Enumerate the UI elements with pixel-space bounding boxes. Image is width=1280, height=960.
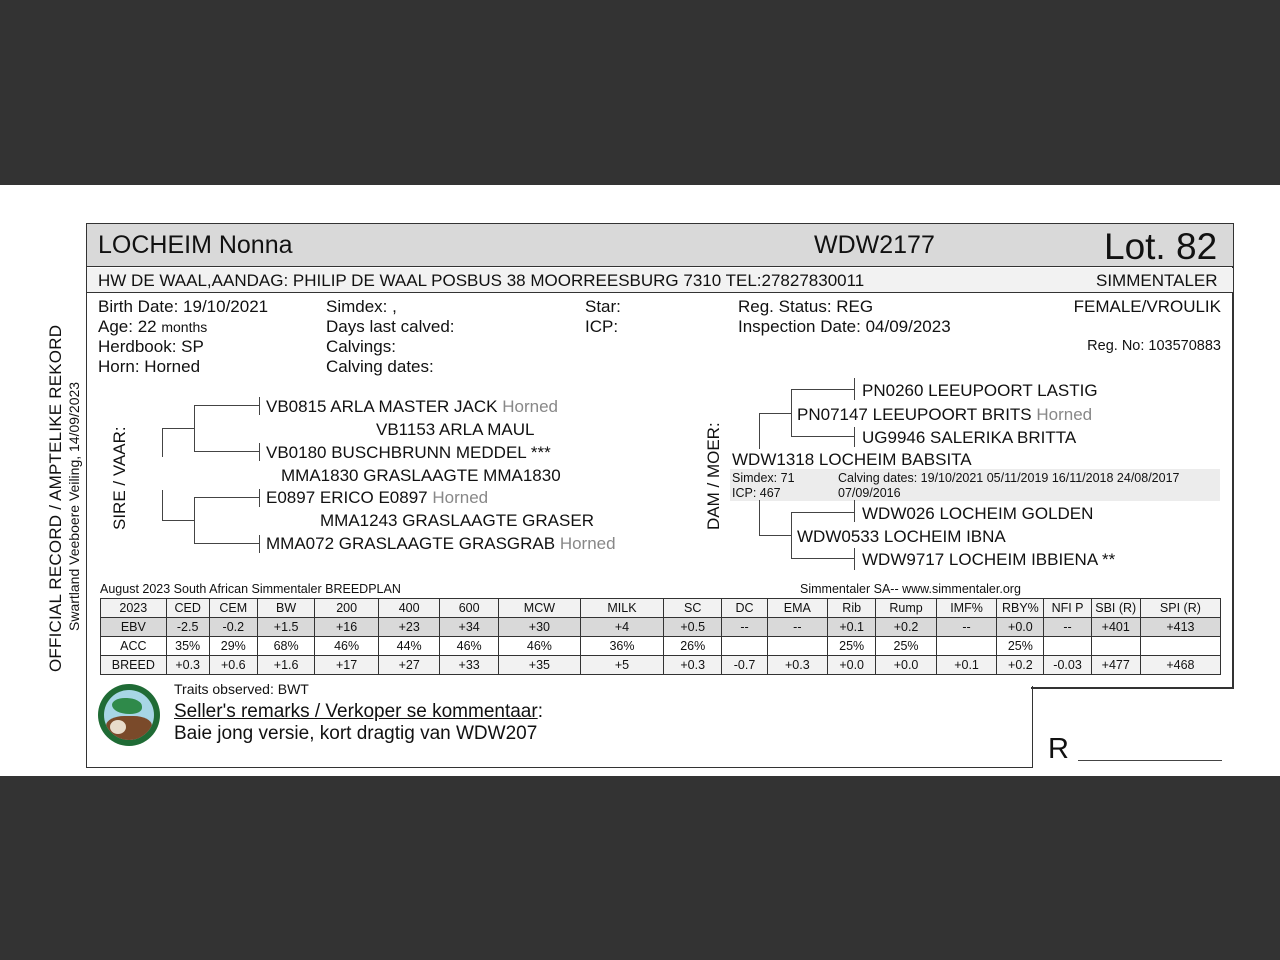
sire-tree-tick bbox=[259, 535, 260, 553]
pedigree-dam-dam-dam: WDW9717 LOCHEIM IBBIENA ** bbox=[862, 550, 1116, 569]
sire-label: SIRE / VAAR: bbox=[110, 426, 129, 530]
ebv-cell: +0.5 bbox=[664, 618, 722, 637]
reg-status: Reg. Status: REG bbox=[738, 297, 874, 316]
ebv-col-header: SPI (R) bbox=[1140, 599, 1220, 618]
pedigree-dam-sire-sire: PN0260 LEEUPOORT LASTIG bbox=[862, 381, 1098, 400]
animal-code: WDW2177 bbox=[814, 231, 935, 259]
acc-cell bbox=[722, 637, 767, 656]
breed-cell: +0.6 bbox=[209, 656, 257, 675]
breed-cell: -0.7 bbox=[722, 656, 767, 675]
ebv-header-row bbox=[101, 599, 1221, 618]
animal-name: LOCHEIM Nonna bbox=[98, 231, 293, 259]
official-record-label: OFFICIAL RECORD / AMPTELIKE REKORD bbox=[46, 324, 65, 672]
ebv-cell: +401 bbox=[1091, 618, 1140, 637]
dam-tree-line bbox=[791, 436, 855, 437]
sire-tree-line bbox=[194, 451, 260, 452]
dam-calving-dates: Calving dates: 19/10/2021 05/11/2019 16/11/2018 24/08/2017 bbox=[838, 471, 1180, 485]
dam-tree-line bbox=[791, 389, 792, 437]
ebv-cell: -- bbox=[1044, 618, 1091, 637]
horned-note: Horned bbox=[1036, 405, 1093, 424]
calvings: Calvings: bbox=[326, 337, 396, 356]
acc-cell bbox=[767, 637, 828, 656]
acc-row-label: ACC bbox=[101, 637, 167, 656]
dam-tree-tick bbox=[854, 548, 855, 570]
pedigree-sire-sire: VB1153 ARLA MAUL bbox=[376, 420, 535, 439]
pedigree-sire: MMA1830 GRASLAAGTE MMA1830 bbox=[281, 466, 561, 485]
auction-label: Swartland Veeboere Veiling, 14/09/2023 bbox=[66, 381, 82, 631]
sire-tree-line bbox=[162, 490, 163, 521]
breed-row bbox=[101, 656, 1221, 675]
breed-cell: +468 bbox=[1140, 656, 1220, 675]
ebv-col-header: Rump bbox=[876, 599, 937, 618]
seller-remarks: Baie jong versie, kort dragtig van WDW207 bbox=[174, 723, 538, 744]
animal-name: VB0815 ARLA MASTER JACK bbox=[266, 397, 498, 416]
breed-cell: +0.1 bbox=[936, 656, 997, 675]
ebv-col-header: DC bbox=[722, 599, 767, 618]
acc-cell: 46% bbox=[440, 637, 498, 656]
acc-cell: 25% bbox=[997, 637, 1044, 656]
acc-cell: 25% bbox=[828, 637, 876, 656]
breedplan-title: August 2023 South African Simmentaler BREEDPLAN bbox=[100, 582, 401, 596]
logo-cattle-face bbox=[110, 720, 126, 734]
breed-cell: +0.0 bbox=[828, 656, 876, 675]
dam-label: DAM / MOER: bbox=[704, 422, 723, 530]
acc-cell: 26% bbox=[664, 637, 722, 656]
breed-cell: -0.03 bbox=[1044, 656, 1091, 675]
star: Star: bbox=[585, 297, 621, 316]
age-unit: months bbox=[161, 319, 208, 335]
animal-name: PN07147 LEEUPOORT BRITS bbox=[797, 405, 1032, 424]
registration-number: Reg. No: 103570883 bbox=[1087, 338, 1221, 354]
dam-tree-tick bbox=[854, 427, 855, 447]
pedigree-dam-dam: WDW0533 LOCHEIM IBNA bbox=[797, 527, 1006, 546]
ebv-cell: +4 bbox=[580, 618, 663, 637]
dam-tree-line bbox=[759, 413, 760, 449]
pedigree-dam-dam-sire: WDW026 LOCHEIM GOLDEN bbox=[862, 504, 1094, 523]
animal-name: E0897 ERICO E0897 bbox=[266, 488, 428, 507]
breed-cell: +35 bbox=[498, 656, 580, 675]
ebv-col-header: Rib bbox=[828, 599, 876, 618]
acc-row bbox=[101, 637, 1221, 656]
ebv-col-header: SBI (R) bbox=[1091, 599, 1140, 618]
ebv-table bbox=[100, 598, 1221, 675]
dam-tree-line bbox=[791, 512, 855, 513]
ebv-cell: -- bbox=[722, 618, 767, 637]
acc-cell: 25% bbox=[876, 637, 937, 656]
inspection-date: Inspection Date: 04/09/2023 bbox=[738, 317, 951, 336]
simdex: Simdex: , bbox=[326, 297, 397, 316]
ebv-cell: +34 bbox=[440, 618, 498, 637]
logo-globe bbox=[104, 690, 154, 740]
breed-cell: +0.3 bbox=[166, 656, 209, 675]
acc-cell bbox=[1044, 637, 1091, 656]
dam-tree-line bbox=[759, 535, 792, 536]
horned-note: Horned bbox=[502, 397, 558, 416]
remarks-heading-colon: : bbox=[537, 701, 543, 722]
acc-cell: 68% bbox=[257, 637, 314, 656]
breed-cell: +5 bbox=[580, 656, 663, 675]
acc-cell: 36% bbox=[580, 637, 663, 656]
ebv-cell: -0.2 bbox=[209, 618, 257, 637]
traits-observed: Traits observed: BWT bbox=[174, 681, 309, 697]
society-website: Simmentaler SA-- www.simmentaler.org bbox=[800, 582, 1021, 596]
ebv-cell: +413 bbox=[1140, 618, 1220, 637]
sire-tree-line bbox=[194, 543, 260, 544]
sire-tree-line bbox=[162, 428, 195, 429]
dam-tree-tick bbox=[854, 500, 855, 522]
ebv-cell: -- bbox=[767, 618, 828, 637]
dam-tree-line bbox=[791, 512, 792, 559]
ebv-col-header: MCW bbox=[498, 599, 580, 618]
pedigree-sire-dam-sire bbox=[266, 488, 488, 508]
ebv-col-header: EMA bbox=[767, 599, 828, 618]
breed-cell: +0.3 bbox=[767, 656, 828, 675]
birth-date: Birth Date: 19/10/2021 bbox=[98, 297, 269, 316]
breed-cell: +0.3 bbox=[664, 656, 722, 675]
sire-tree-line bbox=[194, 497, 260, 498]
icp: ICP: bbox=[585, 317, 619, 336]
price-entry-line bbox=[1078, 760, 1222, 761]
ebv-col-header: CED bbox=[166, 599, 209, 618]
animal-name: MMA072 GRASLAAGTE GRASGRAB bbox=[266, 534, 556, 553]
pedigree-sire-sire-sire bbox=[266, 397, 558, 417]
ebv-col-header: BW bbox=[257, 599, 314, 618]
dam-tree-line bbox=[791, 558, 855, 559]
sire-tree-tick bbox=[259, 489, 260, 507]
sex-label: FEMALE/VROULIK bbox=[1073, 297, 1221, 316]
ebv-cell: -- bbox=[936, 618, 997, 637]
ebv-cell: +0.0 bbox=[997, 618, 1044, 637]
ebv-cell: +23 bbox=[378, 618, 440, 637]
remarks-heading bbox=[174, 701, 543, 723]
ebv-cell: -2.5 bbox=[166, 618, 209, 637]
ebv-col-header: 400 bbox=[378, 599, 440, 618]
ebv-col-header: RBY% bbox=[997, 599, 1044, 618]
acc-cell: 44% bbox=[378, 637, 440, 656]
pedigree-sire-dam: MMA1243 GRASLAAGTE GRASER bbox=[320, 511, 594, 530]
breed-cell: +1.6 bbox=[257, 656, 314, 675]
ebv-cell: +0.2 bbox=[876, 618, 937, 637]
horn-status: Horn: Horned bbox=[98, 357, 201, 376]
horned-note: Horned bbox=[559, 534, 616, 553]
acc-cell: 29% bbox=[209, 637, 257, 656]
acc-cell bbox=[1091, 637, 1140, 656]
pedigree-dam-sire bbox=[797, 405, 1092, 425]
ebv-col-header: IMF% bbox=[936, 599, 997, 618]
sire-tree-line bbox=[194, 405, 195, 452]
breed-cell: +17 bbox=[315, 656, 379, 675]
price-currency-label: R bbox=[1048, 733, 1069, 765]
ebv-row-label: EBV bbox=[101, 618, 167, 637]
breed-cell: +0.0 bbox=[876, 656, 937, 675]
age bbox=[98, 317, 207, 337]
ebv-col-header: 200 bbox=[315, 599, 379, 618]
sire-tree-line bbox=[162, 520, 195, 521]
acc-cell bbox=[1140, 637, 1220, 656]
ebv-col-header: MILK bbox=[580, 599, 663, 618]
herdbook: Herdbook: SP bbox=[98, 337, 204, 356]
breed-row-label: BREED bbox=[101, 656, 167, 675]
ebv-row bbox=[101, 618, 1221, 637]
sire-tree-tick bbox=[259, 443, 260, 461]
pedigree-sire-dam-dam bbox=[266, 534, 616, 554]
dam-tree-line bbox=[759, 500, 760, 536]
card-border-step bbox=[1031, 687, 1234, 689]
breed-cell: +33 bbox=[440, 656, 498, 675]
dam-tree-line bbox=[791, 389, 855, 390]
ebv-cell: +1.5 bbox=[257, 618, 314, 637]
remarks-heading-text: Seller's remarks / Verkoper se kommentaar bbox=[174, 701, 538, 722]
days-last-calved: Days last calved: bbox=[326, 317, 455, 336]
acc-cell: 46% bbox=[315, 637, 379, 656]
ebv-col-header: 2023 bbox=[101, 599, 167, 618]
acc-cell bbox=[936, 637, 997, 656]
lot-number: Lot. 82 bbox=[1104, 226, 1218, 267]
pedigree-sire-sire-dam: VB0180 BUSCHBRUNN MEDDEL *** bbox=[266, 443, 551, 462]
ebv-cell: +0.1 bbox=[828, 618, 876, 637]
dam-calving-dates-cont: 07/09/2016 bbox=[838, 486, 901, 500]
logo-land bbox=[112, 698, 142, 714]
breed-cell: +27 bbox=[378, 656, 440, 675]
pedigree-dam: WDW1318 LOCHEIM BABSITA bbox=[732, 450, 972, 469]
ebv-col-header: 600 bbox=[440, 599, 498, 618]
pedigree-dam-sire-dam: UG9946 SALERIKA BRITTA bbox=[862, 428, 1077, 447]
acc-cell: 35% bbox=[166, 637, 209, 656]
owner-details: HW DE WAAL,AANDAG: PHILIP DE WAAL POSBUS 38 MOORREESBURG 7310 TEL:27827830011 bbox=[98, 271, 865, 290]
ebv-cell: +30 bbox=[498, 618, 580, 637]
ebv-col-header: NFI P bbox=[1044, 599, 1091, 618]
sire-tree-line bbox=[162, 428, 163, 457]
sire-tree-tick bbox=[259, 397, 260, 415]
breed-label: SIMMENTALER bbox=[1096, 271, 1218, 290]
calving-dates: Calving dates: bbox=[326, 357, 434, 376]
breed-cell: +477 bbox=[1091, 656, 1140, 675]
dam-tree-line bbox=[759, 413, 792, 414]
dam-simdex: Simdex: 71 bbox=[732, 471, 795, 485]
breed-cell: +0.2 bbox=[997, 656, 1044, 675]
simmentaler-society-logo-icon bbox=[98, 684, 160, 746]
dam-icp: ICP: 467 bbox=[732, 486, 781, 500]
ebv-col-header: CEM bbox=[209, 599, 257, 618]
acc-cell: 46% bbox=[498, 637, 580, 656]
sire-tree-line bbox=[194, 497, 195, 544]
ebv-cell: +16 bbox=[315, 618, 379, 637]
horned-note: Horned bbox=[432, 488, 489, 507]
sire-tree-line bbox=[194, 405, 260, 406]
ebv-col-header: SC bbox=[664, 599, 722, 618]
age-value: Age: 22 bbox=[98, 317, 157, 336]
dam-tree-tick bbox=[854, 378, 855, 400]
